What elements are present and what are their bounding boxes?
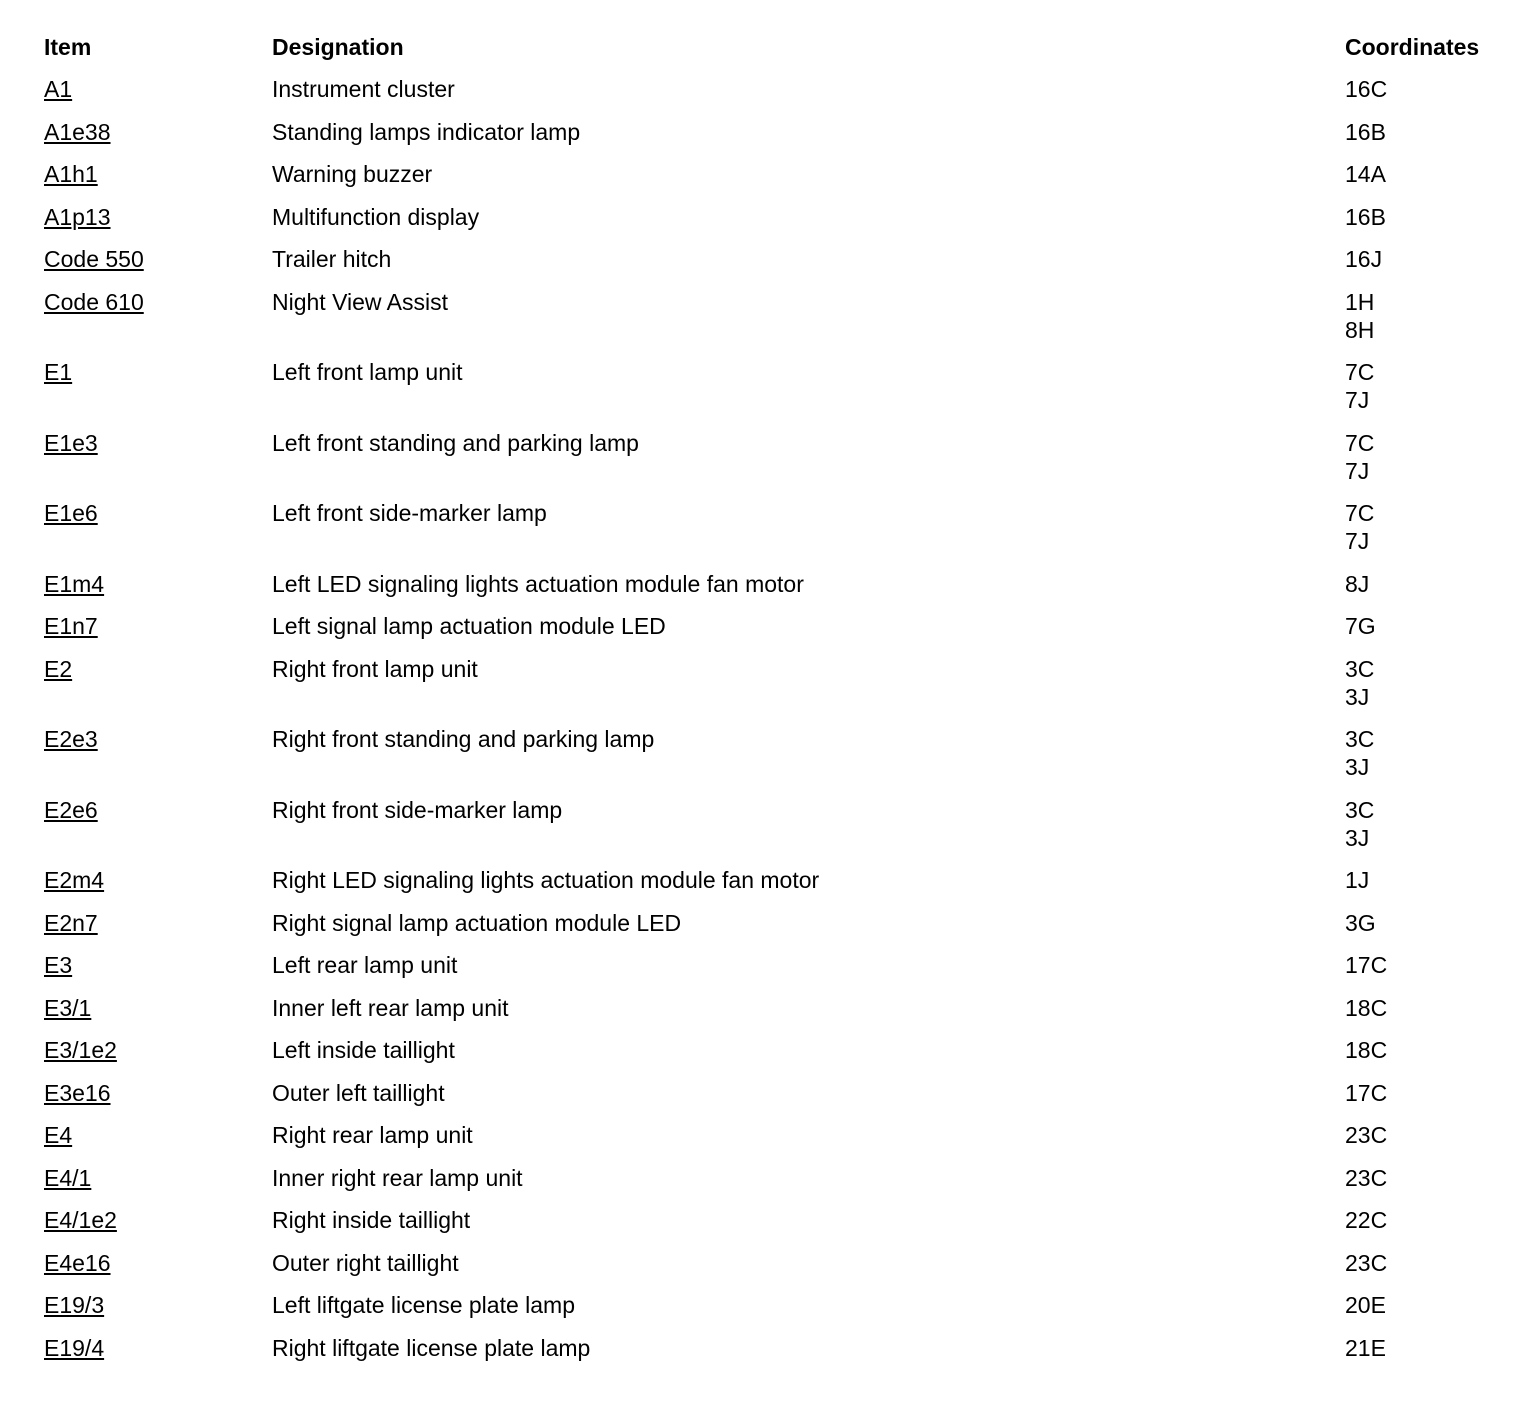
designation-cell: Outer right taillight: [272, 1249, 459, 1276]
table-row: [44, 72, 1514, 115]
coordinate-value: 3C: [1345, 796, 1375, 823]
coordinates-cell: [1345, 1206, 1514, 1234]
table-row: [44, 1118, 1514, 1161]
coordinates-cell: [1345, 994, 1514, 1022]
header-item: Item: [44, 34, 92, 60]
coordinates-cell: [1345, 725, 1514, 781]
coordinate-value: 23C: [1345, 1122, 1388, 1148]
table-row: [44, 948, 1514, 991]
designation-cell: Warning buzzer: [272, 161, 433, 187]
item-link[interactable]: E3e16: [44, 1079, 111, 1106]
item-link[interactable]: E2e6: [44, 796, 98, 823]
designation-cell: Left liftgate license plate lamp: [272, 1292, 576, 1318]
item-cell: [44, 612, 272, 640]
designation-cell: Left rear lamp unit: [272, 952, 458, 978]
coordinate-value: 18C: [1345, 1037, 1388, 1063]
coordinate-value: 1J: [1345, 867, 1370, 893]
item-cell: [44, 1291, 272, 1319]
designation-cell: Left signal lamp actuation module LED: [272, 613, 666, 639]
coordinates-cell: [1345, 866, 1514, 894]
item-cell: [44, 429, 272, 457]
table-row: [44, 1161, 1514, 1204]
table-row: [44, 1288, 1514, 1331]
item-link[interactable]: E4/1e2: [44, 1207, 117, 1233]
designation-cell: Right signal lamp actuation module LED: [272, 909, 682, 936]
table-row: [44, 1246, 1514, 1289]
coordinate-value: 7C: [1345, 429, 1375, 456]
table-row: [44, 567, 1514, 610]
coordinates-cell: [1345, 245, 1514, 273]
item-link[interactable]: A1p13: [44, 203, 111, 230]
coordinates-cell: [1345, 75, 1514, 103]
header-coordinates: Coordinates: [1345, 34, 1480, 60]
table-row: [44, 652, 1514, 723]
item-link[interactable]: A1: [44, 76, 73, 102]
coordinates-cell: [1345, 203, 1514, 231]
coordinates-cell: [1345, 429, 1514, 485]
table-row: [44, 115, 1514, 158]
coordinate-value: 8J: [1345, 570, 1370, 597]
item-cell: [44, 160, 272, 188]
designation-cell: Right front lamp unit: [272, 655, 478, 682]
table-row: [44, 906, 1514, 949]
coordinates-cell: [1345, 951, 1514, 979]
coordinates-cell: [1345, 1249, 1514, 1277]
item-cell: [44, 118, 272, 146]
designation-cell: Left front side-marker lamp: [272, 500, 547, 526]
table-header: [44, 30, 1514, 72]
table-row: [44, 1331, 1514, 1374]
coordinate-value: 3C: [1345, 726, 1375, 752]
item-cell: [44, 1079, 272, 1107]
table-row: [44, 1033, 1514, 1076]
coordinate-value: 7C: [1345, 359, 1375, 385]
coordinate-value: 17C: [1345, 952, 1388, 978]
coordinate-value: 3J: [1345, 824, 1370, 851]
item-link[interactable]: E19/3: [44, 1292, 105, 1318]
item-cell: [44, 655, 272, 683]
item-cell: [44, 288, 272, 316]
item-cell: [44, 994, 272, 1022]
table-row: [44, 722, 1514, 793]
designation-cell: Right front standing and parking lamp: [272, 726, 655, 752]
item-cell: [44, 1249, 272, 1277]
coordinate-value: 21E: [1345, 1334, 1386, 1361]
coordinates-cell: [1345, 1334, 1514, 1362]
coordinate-value: 3G: [1345, 909, 1376, 936]
item-cell: [44, 358, 272, 386]
coordinates-cell: [1345, 909, 1514, 937]
table-row: [44, 609, 1514, 652]
coordinates-cell: [1345, 160, 1514, 188]
item-link[interactable]: E3: [44, 952, 73, 978]
coordinate-value: 1H: [1345, 288, 1375, 315]
designation-cell: Multifunction display: [272, 203, 480, 230]
item-link[interactable]: E2m4: [44, 867, 105, 893]
item-cell: [44, 75, 272, 103]
item-link[interactable]: E4e16: [44, 1249, 111, 1276]
item-cell: [44, 866, 272, 894]
item-link[interactable]: Code 550: [44, 246, 144, 272]
coordinates-cell: [1345, 612, 1514, 640]
item-cell: [44, 499, 272, 527]
designation-cell: Right LED signaling lights actuation module fan motor: [272, 867, 820, 893]
item-cell: [44, 1121, 272, 1149]
coordinate-value: 7C: [1345, 500, 1375, 526]
item-link[interactable]: E1e6: [44, 500, 98, 526]
coordinates-cell: [1345, 1121, 1514, 1149]
table-row: [44, 285, 1514, 356]
coordinates-cell: [1345, 358, 1514, 414]
item-link[interactable]: E19/4: [44, 1334, 105, 1361]
coordinates-cell: [1345, 1164, 1514, 1192]
coordinate-value: 3J: [1345, 754, 1370, 780]
item-link[interactable]: E1n7: [44, 613, 98, 639]
designation-cell: Standing lamps indicator lamp: [272, 118, 581, 145]
table-row: [44, 863, 1514, 906]
coordinate-value: 3C: [1345, 655, 1375, 682]
coordinate-value: 16J: [1345, 246, 1383, 272]
table-row: [44, 355, 1514, 426]
item-link[interactable]: E2n7: [44, 909, 98, 936]
item-link[interactable]: A1h1: [44, 161, 98, 187]
coordinates-cell: [1345, 118, 1514, 146]
coordinate-value: 14A: [1345, 161, 1386, 187]
item-link[interactable]: A1e38: [44, 118, 111, 145]
item-link[interactable]: Code 610: [44, 288, 144, 315]
item-cell: [44, 245, 272, 273]
coordinate-value: 3J: [1345, 683, 1370, 710]
coordinates-cell: [1345, 1291, 1514, 1319]
item-link[interactable]: E2: [44, 655, 73, 682]
item-cell: [44, 1206, 272, 1234]
item-cell: [44, 1334, 272, 1362]
coordinate-value: 22C: [1345, 1207, 1388, 1233]
coordinates-cell: [1345, 499, 1514, 555]
designation-cell: Right inside taillight: [272, 1207, 471, 1233]
coordinate-value: 7G: [1345, 613, 1376, 639]
item-cell: [44, 570, 272, 598]
designation-cell: Left front lamp unit: [272, 359, 463, 385]
designation-cell: Right rear lamp unit: [272, 1122, 473, 1148]
designation-cell: Inner left rear lamp unit: [272, 994, 509, 1021]
item-cell: [44, 951, 272, 979]
designation-cell: Outer left taillight: [272, 1079, 445, 1106]
coordinate-value: 16C: [1345, 76, 1388, 102]
item-link[interactable]: E4/1: [44, 1164, 92, 1191]
item-link[interactable]: E1m4: [44, 570, 105, 597]
coordinate-value: 17C: [1345, 1079, 1388, 1106]
item-cell: [44, 203, 272, 231]
table-row: [44, 496, 1514, 567]
coordinate-value: 7J: [1345, 457, 1370, 484]
table-row: [44, 1203, 1514, 1246]
designation-cell: Inner right rear lamp unit: [272, 1164, 523, 1191]
item-link[interactable]: E1e3: [44, 429, 98, 456]
designation-cell: Left front standing and parking lamp: [272, 429, 639, 456]
designation-cell: Night View Assist: [272, 288, 448, 315]
coordinates-cell: [1345, 1079, 1514, 1107]
coordinates-cell: [1345, 288, 1514, 344]
table-row: [44, 200, 1514, 243]
designation-cell: Left inside taillight: [272, 1037, 455, 1063]
coordinate-value: 23C: [1345, 1164, 1388, 1191]
designation-cell: Right front side-marker lamp: [272, 796, 563, 823]
item-cell: [44, 796, 272, 824]
item-link[interactable]: E3/1e2: [44, 1037, 117, 1063]
item-cell: [44, 725, 272, 753]
coordinates-cell: [1345, 1036, 1514, 1064]
coordinate-value: 7J: [1345, 387, 1370, 413]
coordinate-value: 16B: [1345, 118, 1386, 145]
coordinate-value: 16B: [1345, 203, 1386, 230]
coordinate-value: 20E: [1345, 1292, 1386, 1318]
table-row: [44, 793, 1514, 864]
coordinates-cell: [1345, 570, 1514, 598]
item-cell: [44, 1164, 272, 1192]
item-link[interactable]: E1: [44, 359, 73, 385]
coordinate-value: 18C: [1345, 994, 1388, 1021]
table-row: [44, 242, 1514, 285]
coordinate-value: 23C: [1345, 1249, 1388, 1276]
table-row: [44, 157, 1514, 200]
item-cell: [44, 1036, 272, 1064]
table-body: [44, 72, 1514, 1373]
item-cell: [44, 909, 272, 937]
table-row: [44, 991, 1514, 1034]
component-legend-table: [44, 30, 1514, 1373]
coordinates-cell: [1345, 655, 1514, 711]
coordinate-value: 7J: [1345, 528, 1370, 554]
designation-cell: Left LED signaling lights actuation module fan motor: [272, 570, 804, 597]
table-row: [44, 1076, 1514, 1119]
designation-cell: Right liftgate license plate lamp: [272, 1334, 591, 1361]
header-designation: Designation: [272, 34, 404, 60]
table-row: [44, 426, 1514, 497]
item-link[interactable]: E4: [44, 1122, 73, 1148]
item-link[interactable]: E3/1: [44, 994, 92, 1021]
designation-cell: Trailer hitch: [272, 246, 392, 272]
item-link[interactable]: E2e3: [44, 726, 98, 752]
coordinates-cell: [1345, 796, 1514, 852]
designation-cell: Instrument cluster: [272, 76, 455, 102]
coordinate-value: 8H: [1345, 316, 1375, 343]
